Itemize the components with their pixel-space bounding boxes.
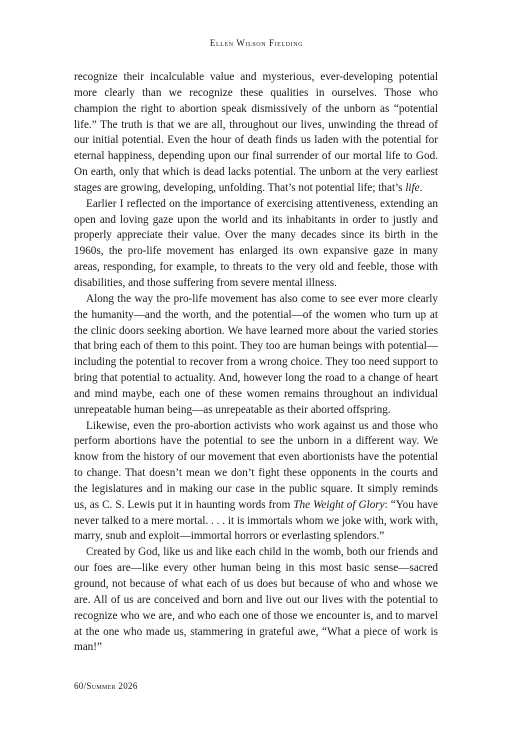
paragraph-1: recognize their incalculable value and mysterious, ever-developing potential more clearly than we recognize these qualities in ourselves. Those who champion the right to abortion speak dismissively of the unborn as “potential life.” The truth is that we are all, throughout our lives, unwinding the thread of our initial potential. Even the hour of death finds us laden with the potential for eternal happiness, depending upon our final surrender of our mortal life to God. On earth, only that which is dead lacks potential. The unborn at the very earliest stages are growing, developing, unfolding. That’s not potential life; that’s life.: [74, 71, 438, 194]
book-title: The Weight of Glory: [293, 498, 385, 511]
running-head: Ellen Wilson Fielding: [209, 38, 304, 48]
emphasis-life: life: [405, 181, 420, 194]
paragraph-3: Along the way the pro-life movement has also come to see ever more clearly the humanity—and the worth, and the potential—of the women who turn up at the clinic doors seeking abortion. We have learned more about the varied stories that bring each of them to this point. They too are human beings with potential—including the potential to recover from a wrong choice. They too need support to bring that potential to actuality. And, however long the road to a change of heart and mind maybe, each one of these women remains throughout an individual unrepeatable human being—as unrepeatable as their aborted offspring.: [74, 292, 438, 416]
article-body: [74, 70, 438, 656]
paragraph-4: Likewise, even the pro-abortion activists who work against us and those who perform abortions have the potential to see the unborn in a different way. We know from the history of our movement that even abortionists have the potential to change. That doesn’t mean we don’t fight these opponents in the courts and the legislatures and in making our case in the public square. It simply reminds us, as C. S. Lewis put it in haunting words from The Weight of Glory: “You have never talked to a mere mortal. . . . it is immortals whom we joke with, work with, marry, snub and exploit—immortal horrors or everlasting splendors.”: [74, 419, 438, 543]
paragraph-5: Created by God, like us and like each child in the womb, both our friends and our foes are—like every other human being in this most basic sense—sacred ground, not because of what each of us does but because of who and whose we are. All of us are conceived and born and live out our lives with the potential to recognize who we are, and who each one of those we encounter is, and to marvel at the one who made us, stammering in grateful awe, “What a piece of work is man!”: [74, 546, 438, 654]
page-folio: 60/Summer 2026: [74, 681, 138, 691]
paragraph-2: Earlier I reflected on the importance of exercising attentiveness, extending an open and loving gaze upon the world and its inhabitants in order to justly and properly appreciate their value. Over the many decades since its birth in the 1960s, the pro-life movement has enlarged its own expansive gaze in many areas, responding, for example, to threats to the very old and feeble, those with disabilities, and those suffering from severe mental illness.: [74, 197, 438, 289]
